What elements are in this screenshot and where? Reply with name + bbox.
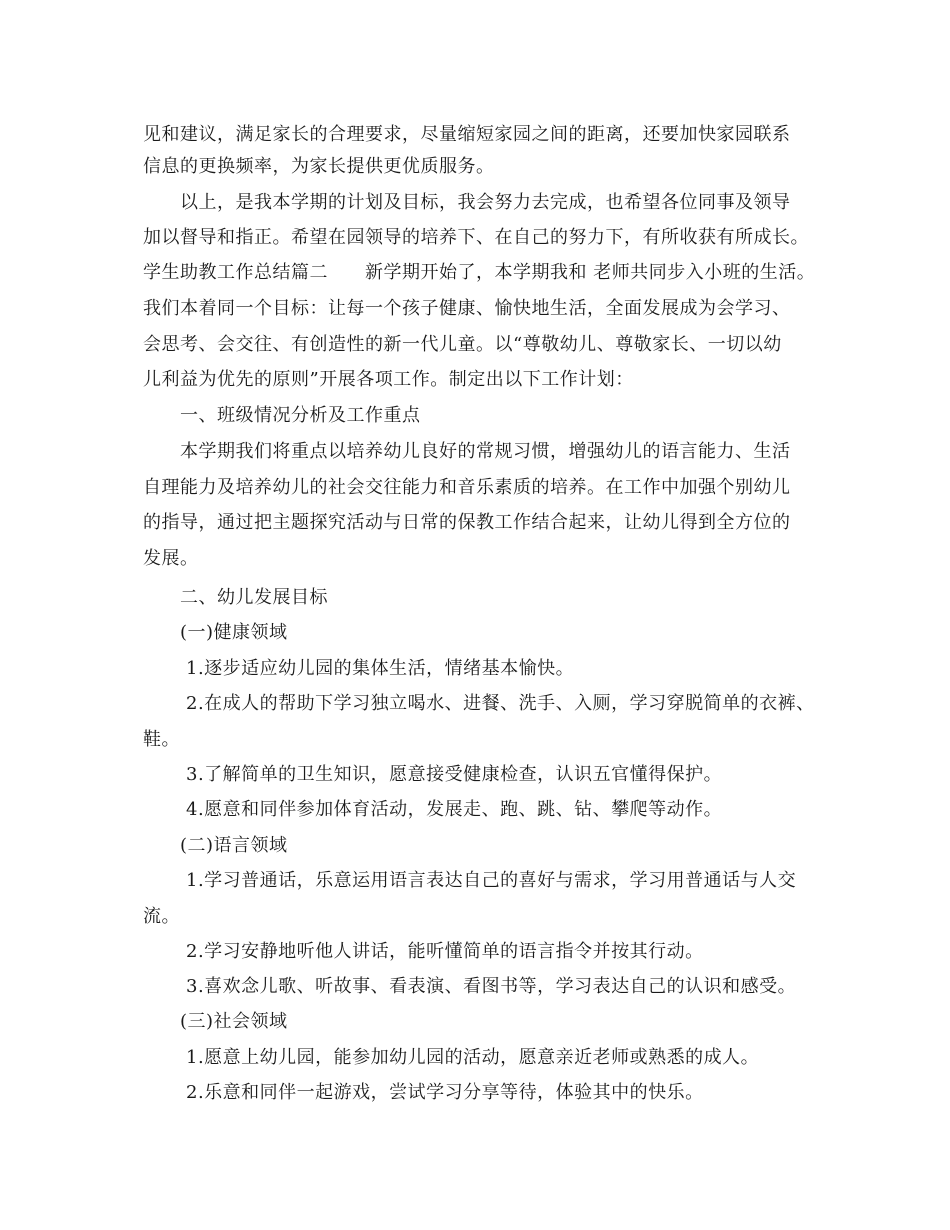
text-line: 本学期我们将重点以培养幼儿良好的常规习惯，增强幼儿的语言能力、生活 <box>180 441 791 462</box>
subsection-heading: (一)健康领域 <box>180 622 288 643</box>
list-item: 1.逐步适应幼儿园的集体生活，情绪基本愉快。 <box>186 658 575 679</box>
text-line: 儿利益为优先的原则”开展各项工作。制定出以下工作计划： <box>143 369 634 390</box>
text-line: 鞋。 <box>143 729 180 750</box>
list-item: 1.学习普通话，乐意运用语言表达自己的喜好与需求，学习用普通话与人交 <box>186 870 797 891</box>
list-item: 2.在成人的帮助下学习独立喝水、进餐、洗手、入厕，学习穿脱简单的衣裤、 <box>186 693 815 714</box>
section-heading: 一、班级情况分析及工作重点 <box>180 405 421 426</box>
text-line: 学生助教工作总结篇二 新学期开始了，本学期我和 老师共同步入小班的生活。 <box>143 262 816 283</box>
list-item: 4.愿意和同伴参加体育活动，发展走、跑、跳、钻、攀爬等动作。 <box>186 799 723 820</box>
text-line: 自理能力及培养幼儿的社会交往能力和音乐素质的培养。在工作中加强个别幼儿 <box>143 477 791 498</box>
section-heading: 二、幼儿发展目标 <box>180 587 328 608</box>
subsection-heading: (二)语言领域 <box>180 835 288 856</box>
text-line: 以上，是我本学期的计划及目标，我会努力去完成，也希望各位同事及领导 <box>180 192 791 213</box>
text-line: 会思考、会交往、有创造性的新一代儿童。以“尊敬幼儿、尊敬家长、一切以幼 <box>143 334 782 355</box>
text-line: 加以督导和指正。希望在园领导的培养下、在自己的努力下，有所收获有所成长。 <box>143 227 809 248</box>
list-item: 2.乐意和同伴一起游戏，尝试学习分享等待，体验其中的快乐。 <box>186 1082 704 1103</box>
subsection-heading: (三)社会领域 <box>180 1011 288 1032</box>
text-line: 的指导，通过把主题探究活动与日常的保教工作结合起来，让幼儿得到全方位的 <box>143 512 791 533</box>
text-line: 见和建议，满足家长的合理要求，尽量缩短家园之间的距离，还要加快家园联系 <box>143 124 791 145</box>
list-item: 3.了解简单的卫生知识，愿意接受健康检查，认识五官懂得保护。 <box>186 764 723 785</box>
text-line: 流。 <box>143 906 180 927</box>
list-item: 1.愿意上幼儿园，能参加幼儿园的活动，愿意亲近老师或熟悉的成人。 <box>186 1047 760 1068</box>
text-line: 信息的更换频率，为家长提供更优质服务。 <box>143 156 495 177</box>
text-line: 发展。 <box>143 548 199 569</box>
list-item: 3.喜欢念儿歌、听故事、看表演、看图书等，学习表达自己的认识和感受。 <box>186 976 797 997</box>
text-line: 我们本着同一个目标：让每一个孩子健康、愉快地生活，全面发展成为会学习、 <box>143 298 791 319</box>
list-item: 2.学习安静地听他人讲话，能听懂简单的语言指令并按其行动。 <box>186 941 704 962</box>
